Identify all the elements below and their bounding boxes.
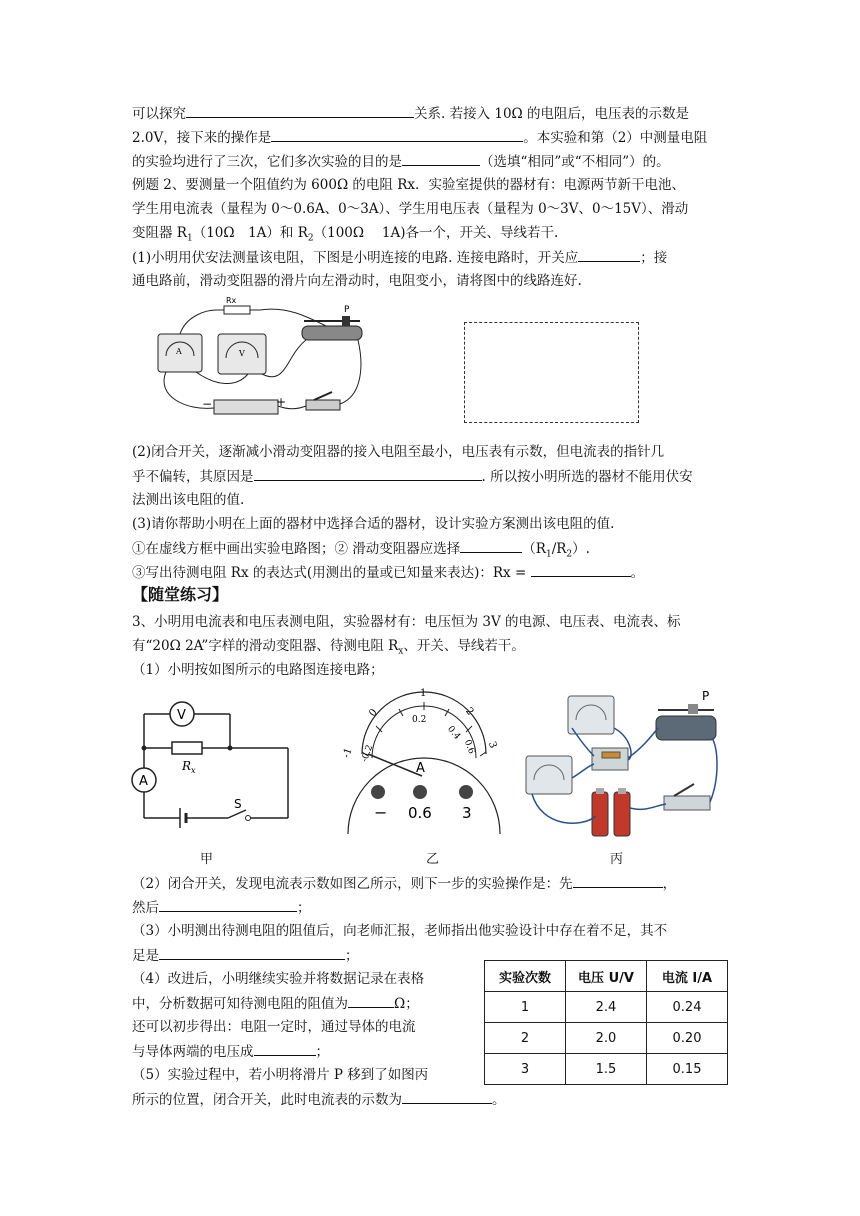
tick-label: -0.2 bbox=[359, 743, 376, 764]
text-line bbox=[132, 127, 707, 148]
terminal-minus bbox=[371, 785, 385, 799]
section-title: 【随堂练习】 bbox=[132, 585, 229, 604]
text: . 所以按小明所选的器材不能用伏安 bbox=[481, 469, 693, 485]
table-cell: 2 bbox=[485, 1023, 566, 1054]
svg-text:V: V bbox=[239, 349, 245, 358]
resistor-rx bbox=[224, 306, 250, 314]
needle bbox=[368, 754, 422, 776]
tick-label: 0.2 bbox=[412, 715, 427, 725]
terminal-3 bbox=[459, 785, 473, 799]
text: 与导体两端的电压成 bbox=[132, 1044, 254, 1060]
tick-label: 0 bbox=[367, 707, 380, 719]
answer-blank[interactable] bbox=[460, 538, 522, 553]
text: 变阻器 R bbox=[132, 225, 187, 241]
answer-blank[interactable] bbox=[159, 897, 297, 912]
table-header: 电流 I/A bbox=[647, 961, 728, 992]
table-row bbox=[485, 992, 728, 1023]
text: 。本实验和第（2）中测量电阻 bbox=[523, 130, 708, 146]
text: （10Ω 1A）和 R bbox=[192, 225, 308, 241]
text-line: （1）小明按如图所示的电路图连接电路； bbox=[132, 662, 384, 678]
answer-blank[interactable] bbox=[271, 127, 523, 142]
text-line: 学生用电流表（量程为 0～0.6A、0～3A）、学生用电压表（量程为 0～3V、0～15V）、滑动 bbox=[132, 201, 689, 217]
subscript: 2 bbox=[566, 549, 573, 560]
rx-label: Rx bbox=[226, 296, 237, 305]
plus-sign: + bbox=[276, 395, 287, 409]
answer-blank[interactable] bbox=[573, 873, 663, 888]
text-line: （3）小明测出待测电阻的阻值后，向老师汇报，老师指出他实验设计中存在着不足，其不 bbox=[132, 923, 668, 939]
caption-jia: 甲 bbox=[200, 852, 214, 867]
table-cell: 2.4 bbox=[566, 992, 647, 1023]
answer-blank[interactable] bbox=[578, 247, 640, 262]
text: 。 bbox=[630, 565, 645, 581]
text: 关系. 若接入 10Ω 的电阻后，电压表的示数是 bbox=[414, 106, 690, 122]
text-line: 还可以初步得出：电阻一定时，通过导体的电流 bbox=[132, 1019, 416, 1035]
svg-text:A: A bbox=[176, 347, 182, 356]
circuit-diagram-jia bbox=[130, 696, 300, 830]
text: 所示的位置，闭合开关，此时电流表的示数为 bbox=[132, 1092, 402, 1108]
minus-sign: − bbox=[202, 397, 213, 411]
table-header-row bbox=[485, 961, 728, 992]
text: ；接 bbox=[640, 250, 668, 266]
text-line bbox=[132, 247, 667, 268]
text-line: (3)请你帮助小明在上面的器材中选择合适的器材，设计实验方案测出该电阻的值. bbox=[132, 516, 615, 532]
text: 。 bbox=[492, 1092, 506, 1108]
battery-cell bbox=[614, 792, 630, 836]
a-label: A bbox=[139, 774, 148, 789]
text: （100Ω 1A)各一个，开关、导线若干. bbox=[313, 225, 559, 241]
tick-label: 3 bbox=[485, 740, 499, 750]
text: 有“20Ω 2A”字样的滑动变阻器、待测电阻 R bbox=[132, 638, 399, 654]
text: 中，分析数据可知待测电阻的阻值为 bbox=[132, 996, 348, 1012]
rx-label: $R_x$ bbox=[182, 759, 196, 775]
terminal-label: − bbox=[374, 803, 388, 822]
text-line bbox=[132, 466, 693, 487]
table-cell: 0.15 bbox=[647, 1054, 728, 1085]
text-line bbox=[132, 223, 558, 249]
tick-label: -1 bbox=[340, 746, 355, 760]
text-line bbox=[132, 103, 689, 124]
text-line bbox=[132, 538, 590, 565]
subscript: 1 bbox=[545, 549, 552, 560]
text: ； bbox=[345, 948, 359, 964]
table-cell: 1 bbox=[485, 992, 566, 1023]
text-line: (2)闭合开关，逐渐减小滑动变阻器的接入电阻至最小，电压表有示数，但电流表的指针几 bbox=[132, 444, 665, 460]
text: ； bbox=[315, 1044, 329, 1060]
text-line bbox=[132, 897, 311, 918]
text: 然后 bbox=[132, 900, 159, 916]
answer-blank[interactable] bbox=[402, 151, 480, 166]
table-cell: 0.24 bbox=[647, 992, 728, 1023]
terminal-label: 3 bbox=[462, 804, 472, 822]
text-line: （4）改进后，小明继续实验并将数据记录在表格 bbox=[132, 971, 425, 987]
answer-blank[interactable] bbox=[254, 1041, 316, 1056]
v-label: V bbox=[177, 708, 186, 723]
terminal-label: 0.6 bbox=[408, 804, 432, 822]
battery-cell bbox=[592, 792, 608, 836]
p-label: P bbox=[344, 305, 350, 315]
text-line: 通电路前，滑动变阻器的滑片向左滑动时，电阻变小，请将图中的线路连好. bbox=[132, 273, 582, 289]
circuit-apparatus-figure bbox=[136, 296, 366, 418]
text: 乎不偏转，其原因是 bbox=[132, 469, 254, 485]
caption-bing: 丙 bbox=[610, 852, 624, 867]
text: （选填“相同”或“不相同”）的。 bbox=[480, 154, 670, 170]
unit-label: A bbox=[416, 761, 425, 776]
text: Ω； bbox=[394, 996, 419, 1012]
answer-blank[interactable] bbox=[186, 103, 414, 118]
table-cell: 3 bbox=[485, 1054, 566, 1085]
p-label: P bbox=[702, 689, 710, 703]
terminal-0-6 bbox=[413, 785, 427, 799]
switch bbox=[306, 400, 340, 410]
text-line bbox=[132, 1089, 506, 1110]
s-label: S bbox=[234, 797, 242, 811]
text-line bbox=[132, 945, 359, 966]
text-line: 例题 2、要测量一个阻值约为 600Ω 的电阻 Rx．实验室提供的器材有：电源两节新干电池、 bbox=[132, 177, 685, 193]
table-header: 实验次数 bbox=[485, 961, 566, 992]
switch-device bbox=[664, 796, 710, 810]
text-line bbox=[132, 993, 419, 1014]
tick-label: 2 bbox=[463, 705, 476, 718]
text-line bbox=[132, 151, 670, 172]
rheostat bbox=[302, 326, 362, 340]
voltmeter-device bbox=[568, 696, 614, 734]
tick-label: 1 bbox=[420, 688, 427, 699]
subscript: x bbox=[398, 646, 404, 657]
text: （R bbox=[522, 541, 546, 557]
resistor-board bbox=[592, 748, 628, 770]
tick-label: 0.6 bbox=[461, 738, 477, 756]
tick-label: 0.4 bbox=[445, 724, 463, 742]
text-line: 法测出该电阻的值. bbox=[132, 492, 245, 508]
text-line: （5）实验过程中，若小明将滑片 P 移到了如图丙 bbox=[132, 1067, 429, 1083]
answer-blank[interactable] bbox=[159, 945, 345, 960]
table-cell: 0.20 bbox=[647, 1023, 728, 1054]
table-header: 电压 U/V bbox=[566, 961, 647, 992]
ammeter-device bbox=[526, 756, 572, 794]
text: 可以探究 bbox=[132, 106, 186, 122]
text: ③写出待测电阻 Rx 的表达式(用测出的量或已知量来表达)：Rx = bbox=[132, 565, 531, 581]
text-line bbox=[132, 873, 676, 894]
switch-symbol bbox=[228, 810, 246, 818]
text: ①在虚线方框中画出实验电路图；② 滑动变阻器应选择 bbox=[132, 541, 461, 557]
apparatus-bing bbox=[522, 688, 722, 838]
text: 2.0V，接下来的操作是 bbox=[132, 130, 272, 146]
subscript: 1 bbox=[186, 233, 193, 244]
text: ； bbox=[297, 900, 311, 916]
answer-blank[interactable] bbox=[402, 1089, 492, 1104]
text: /R bbox=[551, 541, 567, 557]
rheostat-device bbox=[656, 716, 716, 740]
drawing-box[interactable] bbox=[464, 322, 639, 423]
caption-yi: 乙 bbox=[426, 852, 440, 867]
text: 的实验均进行了三次，它们多次实验的目的是 bbox=[132, 154, 402, 170]
table-row bbox=[485, 1054, 728, 1085]
text: 足是 bbox=[132, 948, 159, 964]
table-cell: 2.0 bbox=[566, 1023, 647, 1054]
answer-blank[interactable] bbox=[348, 993, 394, 1008]
text-line bbox=[132, 562, 644, 583]
subscript: 2 bbox=[307, 233, 314, 244]
answer-blank[interactable] bbox=[531, 562, 631, 577]
answer-blank[interactable] bbox=[254, 466, 482, 481]
battery-box bbox=[214, 400, 278, 414]
text-line bbox=[132, 1041, 329, 1062]
text-line: 3、小明用电流表和电压表测电阻，实验器材有：电压恒为 3V 的电源、电压表、电流表、标 bbox=[132, 614, 681, 630]
text-line bbox=[132, 636, 525, 662]
table-row bbox=[485, 1023, 728, 1054]
text: 、开关、导线若干。 bbox=[403, 638, 525, 654]
table-cell: 1.5 bbox=[566, 1054, 647, 1085]
text: （2）闭合开关，发现电流表示数如图乙所示，则下一步的实验操作是：先 bbox=[132, 876, 573, 892]
text: ， bbox=[662, 876, 677, 892]
ammeter-dial-yi bbox=[338, 684, 510, 834]
resistor-symbol bbox=[172, 742, 202, 754]
text: ）. bbox=[572, 541, 590, 557]
data-table bbox=[484, 960, 728, 1085]
text: (1)小明用伏安法测量该电阻，下图是小明连接的电路. 连接电路时，开关应 bbox=[132, 250, 579, 266]
